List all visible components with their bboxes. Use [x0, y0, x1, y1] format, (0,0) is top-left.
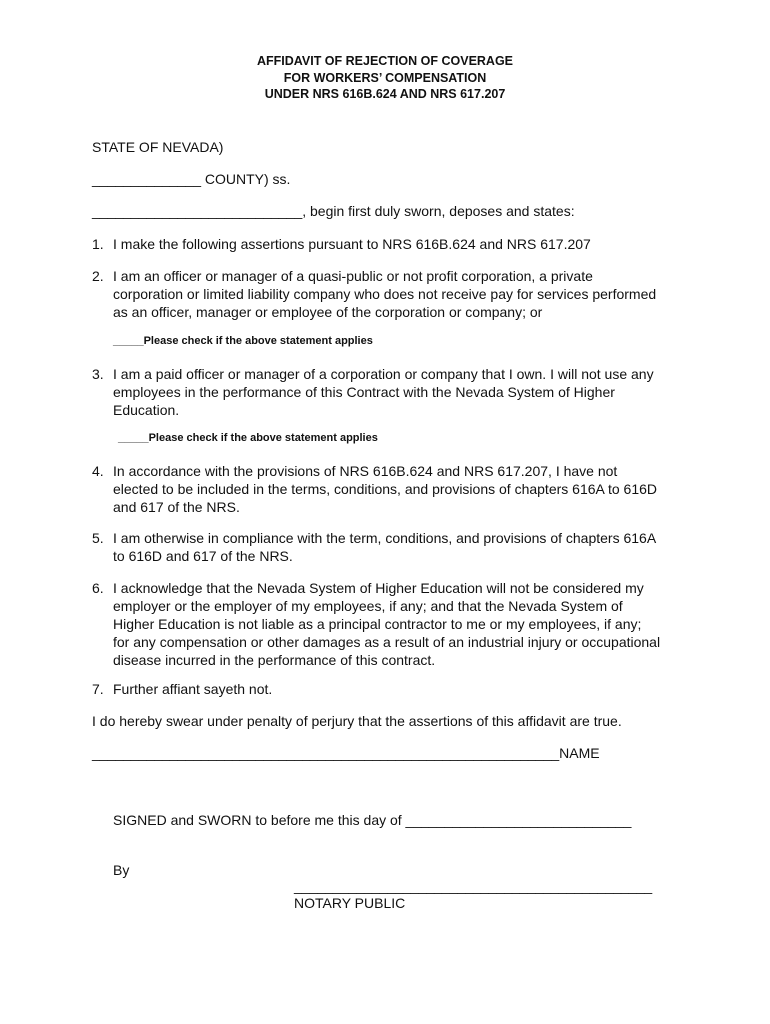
- item-number: 7.: [92, 681, 104, 697]
- item-text: In accordance with the provisions of NRS 616B.624 and NRS 617.207, I have not: [113, 463, 618, 479]
- title-line-3: UNDER NRS 616B.624 AND NRS 617.207: [264, 87, 506, 101]
- item-text: employer or the employer of my employees, if any; and that the Nevada System of: [113, 598, 623, 614]
- item-text: I am otherwise in compliance with the term, conditions, and provisions of chapters 616A: [113, 530, 657, 546]
- notary-public-label: NOTARY PUBLIC: [294, 895, 406, 911]
- title-line-2: FOR WORKERS’ COMPENSATION: [283, 70, 487, 85]
- item-text: and 617 of the NRS.: [113, 499, 240, 515]
- state-line: STATE OF NEVADA): [92, 139, 224, 155]
- name-signature-line[interactable]: ____________________________________________________________NAME: [92, 745, 600, 761]
- item-text: disease incurred in the performance of this contract.: [113, 652, 436, 668]
- notary-signature-line[interactable]: ______________________________________________: [294, 878, 653, 894]
- item-text: Further affiant sayeth not.: [113, 681, 273, 697]
- item-text: for any compensation or other damages as a result of an industrial injury or occupational: [113, 634, 661, 650]
- item-text: I acknowledge that the Nevada System of Higher Education will not be considered my: [113, 580, 644, 596]
- item-text: as an officer, manager or employee of the corporation or company; or: [113, 304, 543, 320]
- swear-statement: I do hereby swear under penalty of perjury that the assertions of this affidavit are true.: [92, 713, 622, 729]
- county-line: ______________ COUNTY) ss.: [92, 171, 291, 187]
- by-label: By: [113, 862, 130, 878]
- item-text: I am an officer or manager of a quasi-public or not profit corporation, a private: [113, 268, 593, 284]
- document-title: [0, 53, 770, 103]
- item-text: Higher Education is not liable as a principal contractor to me or my employees, if any;: [113, 616, 642, 632]
- check-applies-2[interactable]: _____Please check if the above statement applies: [118, 432, 378, 444]
- title-line-1: AFFIDAVIT OF REJECTION OF COVERAGE: [256, 54, 514, 68]
- item-text: to 616D and 617 of the NRS.: [113, 548, 293, 564]
- item-number: 5.: [92, 530, 104, 546]
- item-text: corporation or limited liability company who does not receive pay for services performed: [113, 286, 657, 302]
- item-number: 4.: [92, 463, 104, 479]
- item-text: I make the following assertions pursuant to NRS 616B.624 and NRS 617.207: [113, 236, 591, 252]
- item-text: elected to be included in the terms, conditions, and provisions of chapters 616A to 616D: [113, 481, 658, 497]
- signed-sworn-line[interactable]: SIGNED and SWORN to before me this day of _____________________________: [113, 812, 632, 828]
- check-applies-1[interactable]: _____Please check if the above statement applies: [113, 335, 373, 347]
- item-text: Education.: [113, 402, 180, 418]
- item-text: employees in the performance of this Contract with the Nevada System of Higher: [113, 384, 615, 400]
- item-number: 6.: [92, 580, 104, 596]
- item-text: I am a paid officer or manager of a corporation or company that I own. I will not use any: [113, 366, 654, 382]
- item-number: 3.: [92, 366, 104, 382]
- item-number: 2.: [92, 268, 104, 284]
- item-number: 1.: [92, 236, 104, 252]
- sworn-line: ___________________________, begin first duly sworn, deposes and states:: [92, 203, 575, 219]
